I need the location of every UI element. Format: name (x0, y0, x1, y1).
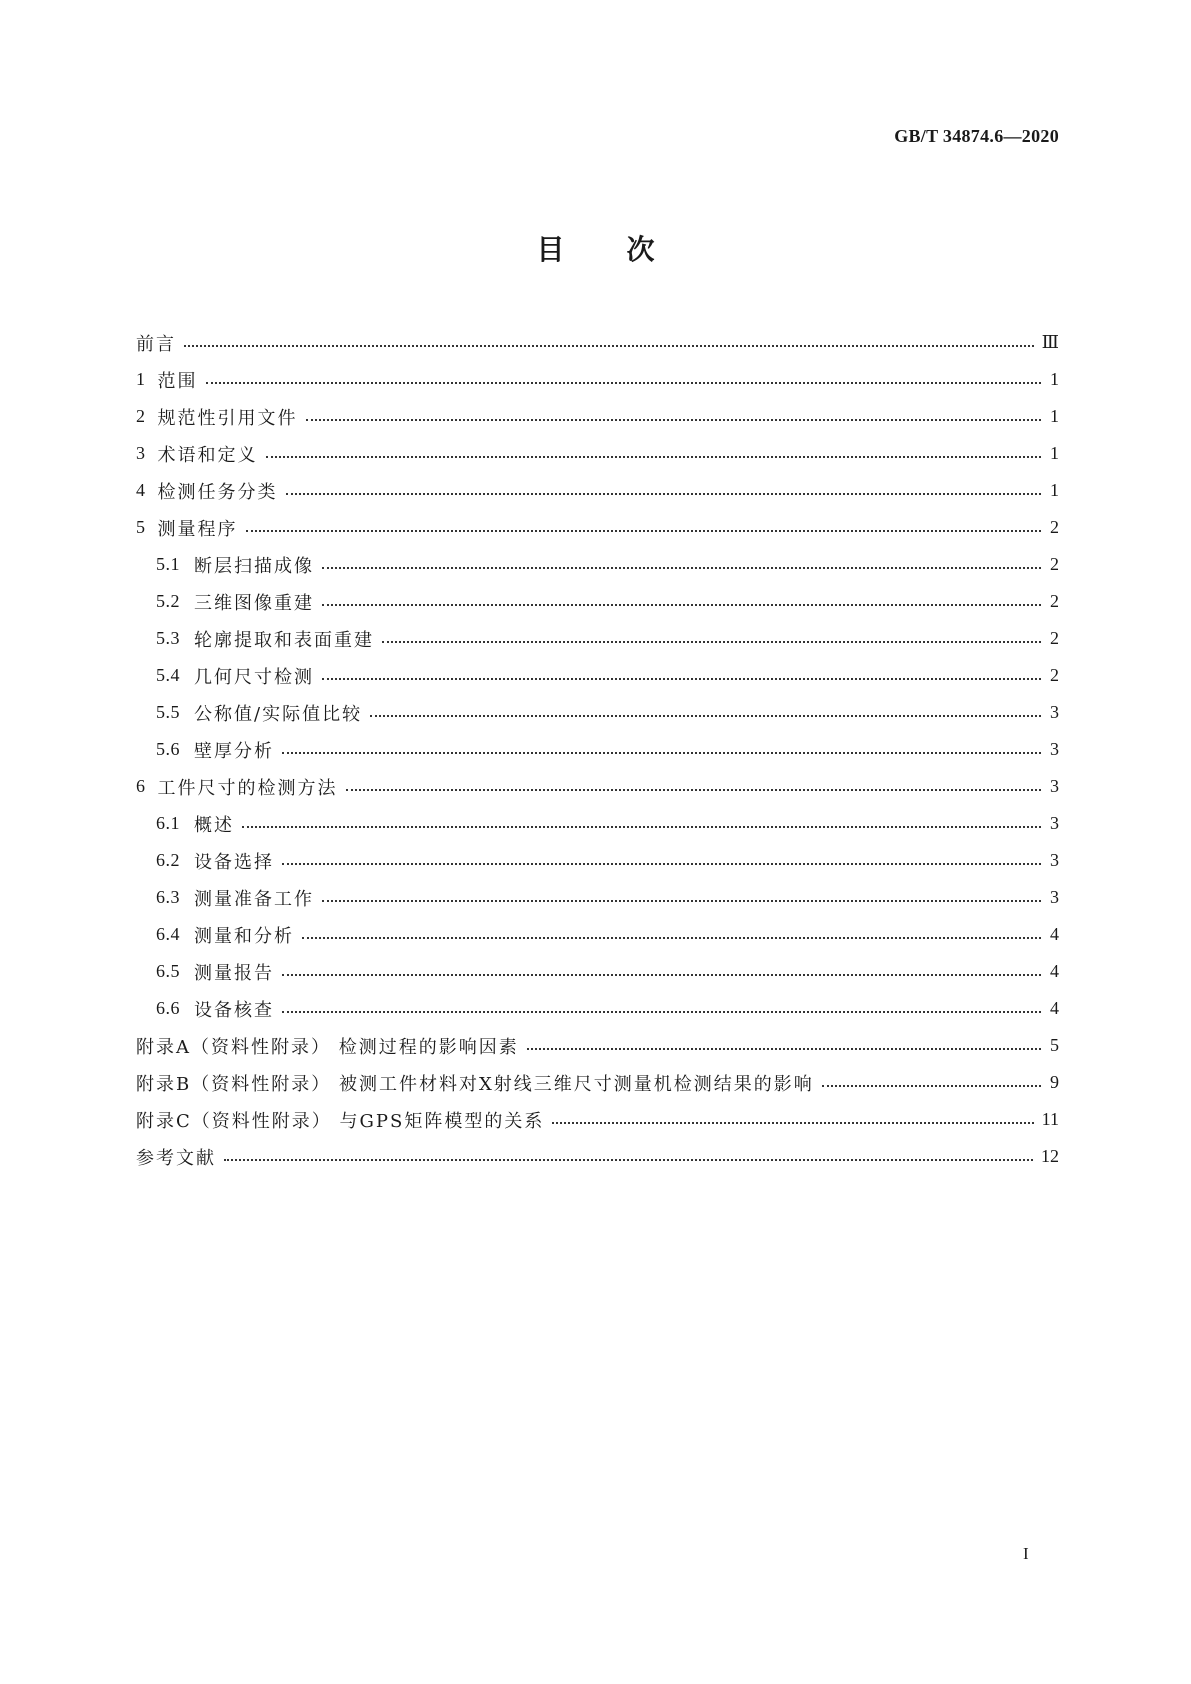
toc-entry[interactable] (136, 879, 1059, 916)
toc-leader-dots (346, 789, 1042, 791)
table-of-contents (136, 324, 1059, 1175)
toc-entry-number: 3 (136, 443, 146, 463)
toc-entry-label: 测量和分析 (194, 925, 294, 947)
toc-entry-page: 12 (1041, 1146, 1059, 1166)
toc-entry-label: 测量准备工作 (194, 888, 314, 910)
toc-entry[interactable] (136, 1138, 1059, 1175)
toc-leader-dots (322, 678, 1041, 680)
toc-entry-label: 设备核查 (194, 999, 274, 1021)
toc-entry-page: 2 (1050, 554, 1059, 574)
toc-leader-dots (370, 715, 1041, 717)
toc-leader-dots (302, 937, 1041, 939)
toc-entry-label: 公称值/实际值比较 (194, 703, 363, 725)
toc-leader-dots (552, 1122, 1033, 1124)
toc-entry[interactable] (136, 398, 1059, 435)
toc-entry[interactable] (136, 509, 1059, 546)
toc-entry-label: 附录A（资料性附录） 检测过程的影响因素 (136, 1036, 519, 1058)
toc-entry-label: 术语和定义 (157, 444, 258, 466)
toc-leader-dots (286, 493, 1042, 495)
toc-entry-number: 1 (136, 369, 146, 389)
toc-entry-label: 附录B（资料性附录） 被测工件材料对X射线三维尺寸测量机检测结果的影响 (136, 1073, 814, 1095)
toc-entry-number: 6.6 (156, 998, 180, 1018)
toc-entry[interactable] (136, 805, 1059, 842)
toc-entry-page: 3 (1050, 702, 1059, 722)
toc-entry[interactable] (136, 768, 1059, 805)
toc-entry-label: 轮廓提取和表面重建 (194, 629, 374, 651)
toc-entry-page: 9 (1050, 1072, 1059, 1092)
toc-entry-page: 11 (1041, 1109, 1059, 1129)
toc-entry[interactable] (136, 620, 1059, 657)
toc-entry-page: 4 (1050, 998, 1059, 1018)
toc-leader-dots (206, 382, 1042, 384)
toc-entry-page: 1 (1050, 443, 1059, 463)
toc-leader-dots (306, 419, 1042, 421)
toc-entry[interactable] (136, 472, 1059, 509)
toc-entry-page: 4 (1050, 961, 1059, 981)
toc-entry[interactable] (136, 361, 1059, 398)
toc-entry-number: 5.1 (156, 554, 180, 574)
toc-entry[interactable] (136, 583, 1059, 620)
toc-entry-label: 规范性引用文件 (157, 407, 298, 429)
toc-entry-label: 附录C（资料性附录） 与GPS矩阵模型的关系 (136, 1110, 545, 1132)
toc-entry-page: 1 (1050, 480, 1059, 500)
toc-entry[interactable] (136, 657, 1059, 694)
toc-leader-dots (282, 752, 1041, 754)
toc-entry[interactable] (136, 1101, 1059, 1138)
toc-entry[interactable] (136, 842, 1059, 879)
toc-entry-number: 5.2 (156, 591, 180, 611)
toc-entry-page: 1 (1050, 369, 1059, 389)
toc-leader-dots (246, 530, 1042, 532)
toc-entry-label: 检测任务分类 (157, 481, 278, 503)
toc-entry-label: 壁厚分析 (194, 740, 274, 762)
toc-leader-dots (322, 604, 1041, 606)
toc-entry-number: 6.5 (156, 961, 180, 981)
toc-entry-number: 5.4 (156, 665, 180, 685)
toc-entry-label: 范围 (157, 370, 198, 392)
toc-entry[interactable] (136, 546, 1059, 583)
page-number: I (1023, 1544, 1029, 1563)
toc-entry-label: 三维图像重建 (194, 592, 314, 614)
toc-entry-page: 3 (1050, 813, 1059, 833)
toc-leader-dots (224, 1159, 1033, 1161)
toc-entry-page: 2 (1050, 628, 1059, 648)
toc-leader-dots (282, 974, 1041, 976)
toc-entry-number: 4 (136, 480, 146, 500)
toc-entry[interactable] (136, 990, 1059, 1027)
toc-entry-label: 概述 (194, 814, 234, 836)
toc-entry-label: 测量报告 (194, 962, 274, 984)
toc-entry-page: Ⅲ (1041, 332, 1059, 352)
toc-leader-dots (382, 641, 1041, 643)
toc-leader-dots (527, 1048, 1041, 1050)
toc-entry-page: 2 (1050, 517, 1059, 537)
toc-entry[interactable] (136, 694, 1059, 731)
toc-entry-label: 工件尺寸的检测方法 (157, 777, 338, 799)
toc-entry-label: 设备选择 (194, 851, 274, 873)
toc-entry[interactable] (136, 916, 1059, 953)
toc-entry-number: 6.4 (156, 924, 180, 944)
toc-entry-number: 6.1 (156, 813, 180, 833)
page-title: 目次 (536, 233, 717, 266)
toc-leader-dots (822, 1085, 1041, 1087)
toc-entry-label: 断层扫描成像 (194, 555, 314, 577)
toc-entry-number: 2 (136, 406, 146, 426)
toc-leader-dots (322, 900, 1041, 902)
standard-code: GB/T 34874.6—2020 (894, 126, 1059, 146)
toc-entry-number: 5 (136, 517, 146, 537)
toc-leader-dots (282, 863, 1041, 865)
toc-entry-page: 3 (1050, 776, 1059, 796)
toc-entry-number: 6.2 (156, 850, 180, 870)
toc-entry-number: 6.3 (156, 887, 180, 907)
toc-entry[interactable] (136, 324, 1059, 361)
toc-entry-number: 6 (136, 776, 146, 796)
toc-entry[interactable] (136, 731, 1059, 768)
toc-entry[interactable] (136, 435, 1059, 472)
toc-entry-page: 2 (1050, 665, 1059, 685)
toc-entry-label: 几何尺寸检测 (194, 666, 314, 688)
toc-entry-label: 测量程序 (157, 518, 238, 540)
toc-leader-dots (266, 456, 1042, 458)
toc-entry-page: 3 (1050, 739, 1059, 759)
toc-leader-dots (322, 567, 1041, 569)
toc-entry-page: 3 (1050, 887, 1059, 907)
toc-leader-dots (242, 826, 1041, 828)
toc-entry-label: 参考文献 (136, 1147, 216, 1169)
toc-leader-dots (184, 345, 1034, 347)
toc-entry[interactable] (136, 1064, 1059, 1101)
toc-entry-page: 2 (1050, 591, 1059, 611)
toc-entry-page: 4 (1050, 924, 1059, 944)
toc-entry[interactable] (136, 953, 1059, 990)
toc-entry-page: 3 (1050, 850, 1059, 870)
toc-entry-number: 5.6 (156, 739, 180, 759)
toc-entry-page: 1 (1050, 406, 1059, 426)
toc-entry[interactable] (136, 1027, 1059, 1064)
toc-entry-page: 5 (1050, 1035, 1059, 1055)
toc-leader-dots (282, 1011, 1041, 1013)
toc-entry-number: 5.3 (156, 628, 180, 648)
toc-entry-label: 前言 (136, 333, 176, 355)
toc-entry-number: 5.5 (156, 702, 180, 722)
